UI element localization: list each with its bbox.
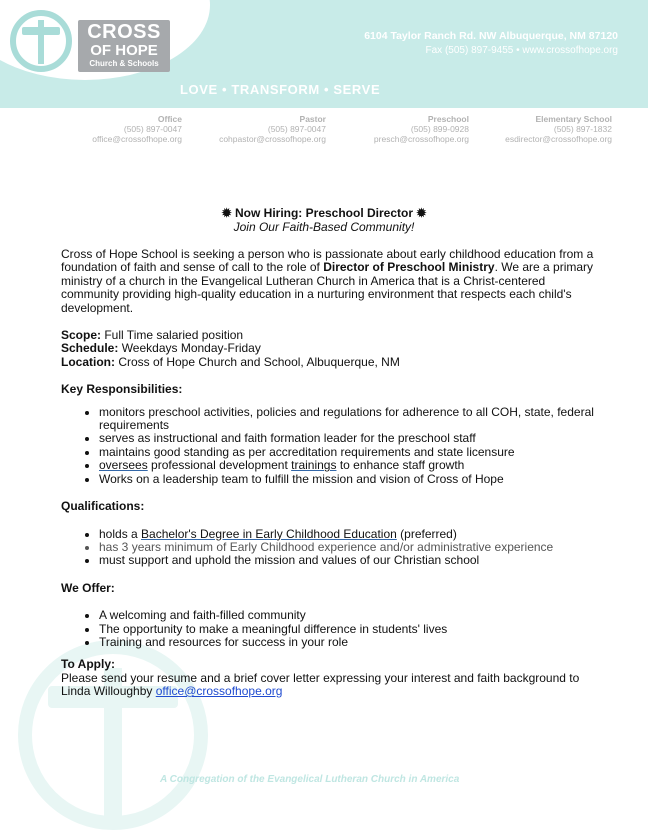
contact-directory [0, 114, 648, 154]
list-item-part: Bachelor's Degree in Early Childhood Education [141, 526, 397, 541]
list-item-part: to enhance staff growth [336, 458, 465, 473]
qualifications-list [61, 528, 601, 568]
posting-subtitle: Join Our Faith-Based Community! [233, 220, 415, 234]
list-item: • must support and uphold the mission and values of our Christian school [99, 554, 601, 567]
intro-paragraph [61, 248, 601, 315]
contact-phone: (505) 897-1832 [553, 124, 612, 134]
offer-list [61, 609, 601, 649]
contact-email: presch@crossofhope.org [373, 134, 469, 144]
list-item-part: (preferred) [396, 526, 457, 541]
contact-phone: (505) 899-0928 [410, 124, 469, 134]
posting-body [61, 248, 601, 699]
contact-phone: (505) 897-0047 [123, 124, 182, 134]
offer-heading-text: We Offer: [61, 580, 115, 595]
list-item-part: holds a [99, 526, 142, 541]
street-address: 6104 Taylor Ranch Rd. NW Albuquerque, NM 87120 [364, 30, 618, 42]
list-item-part: professional development [147, 458, 292, 473]
list-item [99, 528, 601, 541]
list-item: • serves as instructional and faith formation leader for the preschool staff [99, 432, 601, 445]
contact-phone: (505) 897-0047 [267, 124, 326, 134]
responsibilities-heading [61, 383, 601, 396]
scope-value: Full Time salaried position [101, 328, 244, 343]
apply-heading-text: To Apply: [61, 657, 115, 672]
contact-title: Pastor [299, 114, 326, 124]
logo-line-3: Church & Schools [89, 59, 159, 68]
list-item: • maintains good standing as per accreditation requirements and state licensure [99, 446, 601, 459]
responsibilities-list [61, 406, 601, 486]
contact-title: Preschool [427, 114, 469, 124]
qualifications-heading [61, 500, 601, 513]
schedule-value: Weekdays Monday-Friday [118, 341, 261, 356]
intro-text-cont: . We are a primary ministry of a church in the Evangelical Lutheran Church in America that is a Christ-centered community providing high-quality education in a nurturing environment that respects each child's development. [61, 260, 594, 315]
list-item: • The opportunity to make a meaningful difference in students' lives [99, 623, 601, 636]
list-item [99, 459, 601, 472]
scope-label: Scope: [61, 328, 102, 343]
contact-elementary-school [505, 114, 612, 144]
location-value: Cross of Hope Church and School, Albuquerque, NM [115, 354, 400, 369]
header-address-block [364, 30, 618, 56]
posting-title: ✹ Now Hiring: Preschool Director ✹ [221, 206, 427, 220]
logo-cross-horizontal [22, 27, 60, 35]
contact-preschool [374, 114, 469, 144]
apply-text: Please send your resume and a brief cover letter expressing your interest and faith background to Linda Willoughby [61, 670, 580, 699]
list-item: • monitors preschool activities, policies and regulations for adherence to all COH, state, federal requirements [99, 406, 601, 433]
list-item-part: trainings [291, 458, 337, 473]
location-line [61, 356, 601, 369]
list-item: • Works on a leadership team to fulfill the mission and vision of Cross of Hope [99, 473, 601, 486]
footer-tagline: A Congregation of the Evangelical Lutheran Church in America [160, 774, 460, 785]
contact-title: Elementary School [535, 114, 612, 124]
apply-email-link[interactable]: office@crossofhope.org [155, 684, 283, 699]
offer-heading [61, 582, 601, 595]
logo-line-2: OF HOPE [90, 42, 158, 59]
responsibilities-heading-text: Key Responsibilities: [61, 382, 183, 397]
location-label: Location: [61, 354, 115, 369]
apply-paragraph [61, 672, 601, 699]
list-item-part: oversees [99, 458, 148, 473]
apply-heading [61, 658, 601, 671]
logo-wordmark [78, 20, 170, 72]
contact-pastor [219, 114, 326, 144]
list-item: • A welcoming and faith-filled community [99, 609, 601, 622]
list-item: • Training and resources for success in your role [99, 636, 601, 649]
contact-email: office@crossofhope.org [92, 134, 182, 144]
contact-email: cohpastor@crossofhope.org [219, 134, 326, 144]
motto: LOVE • TRANSFORM • SERVE [180, 82, 381, 97]
fax-and-website: Fax (505) 897-9455 • www.crossofhope.org [425, 45, 618, 56]
contact-title: Office [157, 114, 182, 124]
qualifications-heading-text: Qualifications: [61, 499, 145, 514]
schedule-line [61, 342, 601, 355]
list-item: • has 3 years minimum of Early Childhood experience and/or administrative experience [99, 541, 601, 554]
logo-line-1: CROSS [87, 21, 161, 43]
role-name: Director of Preschool Ministry [323, 260, 495, 275]
scope-line [61, 329, 601, 342]
contact-office [92, 114, 182, 144]
schedule-label: Schedule: [61, 341, 119, 356]
contact-email: esdirector@crossofhope.org [505, 134, 612, 144]
intro-text: Cross of Hope School is seeking a person who is passionate about early childhood education from a foundation of faith and sense of call to the role of [61, 247, 594, 275]
